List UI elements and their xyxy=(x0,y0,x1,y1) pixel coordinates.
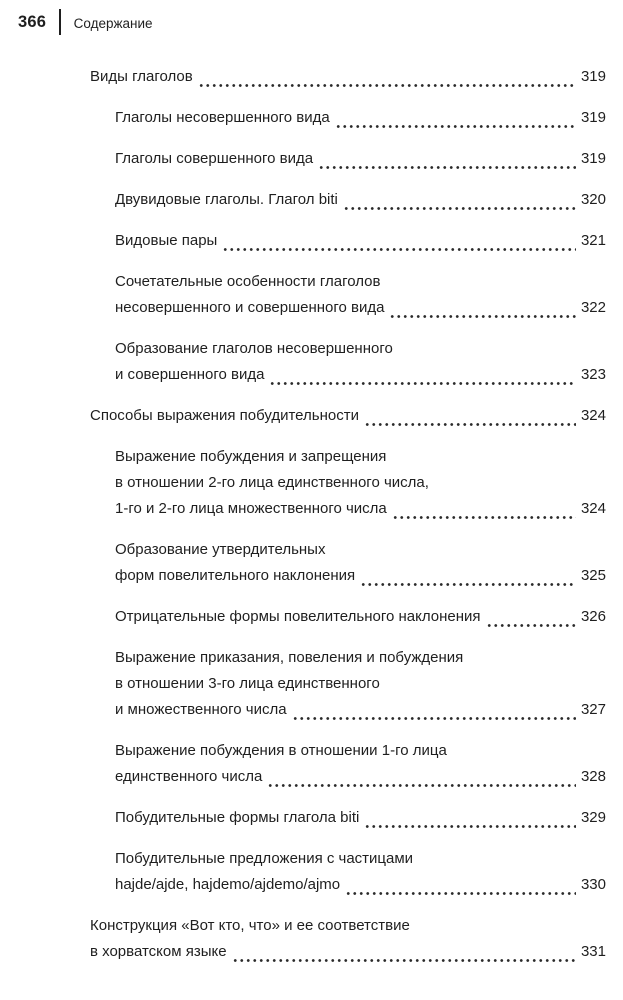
toc-entry xyxy=(90,146,606,172)
toc-entry-line: hajde/ajde, hajdemo/ajdemo/ajmo xyxy=(115,876,341,893)
toc-page-number: 325 xyxy=(580,567,606,584)
toc-entry xyxy=(90,228,606,254)
toc-page-number: 319 xyxy=(580,68,606,85)
toc-entry-lastline xyxy=(90,64,606,90)
toc-entry-line: Выражение побуждения в отношении 1-го лица xyxy=(115,742,447,759)
dot-leader xyxy=(364,805,576,831)
toc-page-number: 324 xyxy=(580,500,606,517)
toc-entry-lastline xyxy=(115,563,606,589)
dot-leader xyxy=(318,146,576,172)
dot-leader xyxy=(335,105,576,131)
dot-leader xyxy=(267,764,576,790)
toc-entry-lastline xyxy=(115,872,606,898)
dot-leader xyxy=(392,496,576,522)
toc-entry-line: и совершенного вида xyxy=(115,366,265,383)
toc-page-number: 327 xyxy=(580,701,606,718)
toc-entry-line: 1-го и 2-го лица множественного числа xyxy=(115,500,387,517)
toc-entry xyxy=(90,645,606,723)
page-header xyxy=(0,0,623,34)
toc-entry-lastline xyxy=(115,805,606,831)
toc-page-number: 331 xyxy=(580,943,606,960)
toc-page-number: 330 xyxy=(580,876,606,893)
toc-entry-lastline xyxy=(90,939,606,965)
toc-entry-line: Конструкция «Вот кто, что» и ее соответствие xyxy=(90,917,410,934)
toc-entry-line: форм повелительного наклонения xyxy=(115,567,356,584)
toc-entry-line: Способы выражения побудительности xyxy=(90,407,359,424)
dot-leader xyxy=(269,362,576,388)
toc-entry-line: Сочетательные особенности глаголов xyxy=(115,273,381,290)
toc-entry-lastline xyxy=(115,764,606,790)
toc-page-number: 328 xyxy=(580,768,606,785)
toc-entry-line: в отношении 2-го лица единственного числа, xyxy=(115,474,429,491)
toc-entry xyxy=(90,403,606,429)
toc-entry-line: несовершенного и совершенного вида xyxy=(115,299,385,316)
toc-page-number: 329 xyxy=(580,809,606,826)
toc-entry-lastline xyxy=(115,604,606,630)
toc-entry xyxy=(90,105,606,131)
header-divider xyxy=(59,9,61,35)
toc-page-number: 321 xyxy=(580,232,606,249)
dot-leader xyxy=(389,295,575,321)
toc-entry-line: Глаголы несовершенного вида xyxy=(115,109,330,126)
toc-entry-line: Выражение приказания, повеления и побуждения xyxy=(115,649,464,666)
toc-page-number: 326 xyxy=(580,608,606,625)
toc-entry xyxy=(90,336,606,388)
toc-list xyxy=(0,64,623,965)
toc-entry-lastline xyxy=(115,228,606,254)
page-number: 366 xyxy=(18,12,47,31)
running-title: Содержание xyxy=(73,15,153,31)
toc-entry xyxy=(90,805,606,831)
toc-page-number: 319 xyxy=(580,150,606,167)
toc-entry xyxy=(90,187,606,213)
toc-entry xyxy=(90,604,606,630)
dot-leader xyxy=(292,697,576,723)
toc-entry xyxy=(90,537,606,589)
toc-entry xyxy=(90,444,606,522)
toc-entry-line: единственного числа xyxy=(115,768,263,785)
toc-entry-line: Отрицательные формы повелительного наклонения xyxy=(115,608,481,625)
toc-entry-line: Выражение побуждения и запрещения xyxy=(115,448,387,465)
toc-page-number: 320 xyxy=(580,191,606,208)
dot-leader xyxy=(364,403,576,429)
toc-entry-line: Виды глаголов xyxy=(90,68,193,85)
dot-leader xyxy=(222,228,576,254)
dot-leader xyxy=(345,872,576,898)
toc-page-number: 323 xyxy=(580,366,606,383)
toc-entry-lastline xyxy=(115,187,606,213)
toc-page-number: 324 xyxy=(580,407,606,424)
toc-entry-line: и множественного числа xyxy=(115,701,287,718)
dot-leader xyxy=(486,604,576,630)
toc-entry-lastline xyxy=(115,146,606,172)
toc-entry-lastline xyxy=(115,362,606,388)
toc-entry-line: Видовые пары xyxy=(115,232,218,249)
toc-entry-line: Глаголы совершенного вида xyxy=(115,150,314,167)
toc-entry-line: Побудительные формы глагола biti xyxy=(115,809,360,826)
dot-leader xyxy=(232,939,576,965)
toc-entry-line: Образование глаголов несовершенного xyxy=(115,340,393,357)
toc-page-number: 322 xyxy=(580,299,606,316)
toc-entry-line: в хорватском языке xyxy=(90,943,227,960)
dot-leader xyxy=(198,64,576,90)
toc-entry-lastline xyxy=(115,496,606,522)
toc-page-number: 319 xyxy=(580,109,606,126)
toc-entry-line: в отношении 3-го лица единственного xyxy=(115,675,380,692)
toc-entry-lastline xyxy=(115,697,606,723)
toc-entry-lastline xyxy=(90,403,606,429)
toc-entry xyxy=(90,913,606,965)
dot-leader xyxy=(360,563,576,589)
toc-entry xyxy=(90,738,606,790)
toc-entry-line: Побудительные предложения с частицами xyxy=(115,850,414,867)
toc-entry xyxy=(90,64,606,90)
toc-entry-line: Двувидовые глаголы. Глагол biti xyxy=(115,191,338,208)
toc-entry-lastline xyxy=(115,295,606,321)
toc-entry xyxy=(90,269,606,321)
toc-entry-lastline xyxy=(115,105,606,131)
toc-entry-line: Образование утвердительных xyxy=(115,541,326,558)
toc-entry xyxy=(90,846,606,898)
dot-leader xyxy=(343,187,576,213)
